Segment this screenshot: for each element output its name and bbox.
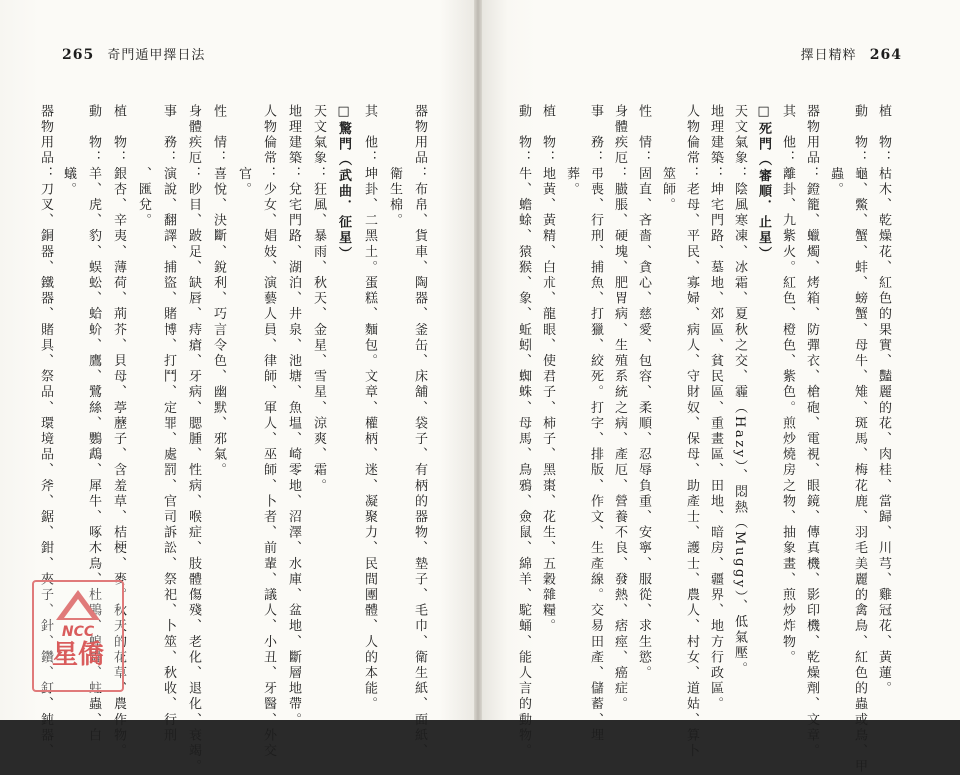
section-heading: □驚門（武曲．征星） [336, 104, 351, 262]
text-column: 事 務：弔喪、行刑、捕魚、打獵、絞死。打字、排版、作文、生產線。交易田產、儲蓄、埋 [588, 104, 603, 744]
text-column: 動 物：龜、鱉、蟹、蚌、螃蟹、母牛、雉、斑馬、梅花鹿、羽毛美麗的禽鳥、紅色的蟲或鳥、甲 [852, 104, 867, 775]
left-page-header [54, 44, 205, 63]
text-column: 蟻。 [61, 104, 76, 198]
text-column: 、匯兌。 [136, 104, 151, 229]
text-column: 身體疾厄：眇目、跛足、缺唇、痔瘡、牙病、腮腫、性病、喉症、肢體傷殘、老化、退化、衰竭。 [186, 104, 201, 775]
running-title: 擇日精粹 [800, 48, 857, 63]
text-column: 植 物：銀杏、辛夷、薄荷、荊芥、貝母、葶藶子、含羞草、桔梗、麥。秋天的花草、農作物。 [111, 104, 126, 760]
text-column: 動 物：羊、虎、豹、蜈蚣、蛤蚧、鷹、鷺絲、鸚鵡、犀牛、啄木鳥、杜鵑、蝗蟲、蛀蟲、白 [86, 104, 101, 744]
section-heading: □死門（審順．止星） [756, 104, 771, 262]
text-column: 動 物：牛、蟾蜍、猿猴、象、蚯蚓、蜘蛛、母馬、鳥鴉、僉鼠、綿羊、駝蛹、能人言的動物。 [516, 104, 531, 760]
text-column: 器物用品：布帛、貨車、陶器、釜缶、床舖、袋子、有柄的器物、墊子、毛巾、衛生紙、面紙、 [412, 104, 427, 760]
text-column: 地理建築：兌宅門路、湖泊、井泉、池塘、魚塭、崎零地、沼澤、水庫、盆地、斷層地帶。 [286, 104, 301, 728]
triangle-icon [56, 590, 100, 620]
right-page [478, 0, 960, 775]
text-column: 器物用品：鐙籠、蠟燭、烤箱、防彈衣、槍砲、電視、眼鏡、傳真機、影印機、乾燥劑、文章。 [804, 104, 819, 760]
text-column: 植 物：地黃、黃精、白朮、龍眼、使君子、柿子、黑棗、花生、五穀雜糧。 [540, 104, 555, 635]
watermark-text: NCC [61, 624, 95, 640]
text-column: 蟲。 [828, 104, 843, 198]
watermark-logo [32, 580, 124, 692]
text-column: 人物倫常：少女、娼妓、演藝人員、律師、軍人、巫師、卜者、前輩、議人、小丑、牙醫、外交 [261, 104, 276, 760]
text-column: 人物倫常：老母、平民、寡婦、病人、守財奴、保母、助產士、護士、農人、村女、道姑、算卜 [684, 104, 699, 760]
right-page-header [801, 44, 910, 63]
book-gutter [474, 0, 482, 720]
text-column: 其 他：坤卦、二黑土。蛋糕、麵包。文章、權柄、迷、凝聚力、民間團體、人的本能。 [362, 104, 377, 713]
text-column: 性 情：固直、吝嗇、貪心、慈愛、包容、柔順、忍辱負重、安寧、服從、求生慾。 [636, 104, 651, 682]
text-column: 身體疾厄：臌脹、硬塊、肥胃病、生殖系統之病、產厄、營養不良、發熱、痞痙、癌症。 [612, 104, 627, 713]
running-title: 奇門遁甲擇日法 [107, 48, 206, 63]
watermark-text: 星僑 [51, 640, 104, 670]
text-column: 衛生棉。 [387, 104, 402, 229]
text-column: 天文氣象：狂風、暴雨、秋天、金星、雪星、涼爽、霜。 [311, 104, 326, 494]
text-column: 官。 [236, 104, 251, 198]
text-column: 地理建築：坤宅門路、墓地、郊區、貧民區、重畫區、田地、暗房、疆界、地方行政區。 [708, 104, 723, 713]
text-column: 器物用品：刀叉、銅器、鐵器、賭具、祭品、環境品、斧、鋸、鉗、夾子、針、鑽、釘、鈍器、 [38, 104, 53, 760]
text-column: 性 情：喜悅、決斷、銳利、巧言令色、幽默、邪氣。 [211, 104, 226, 479]
page-number: 264 [869, 47, 902, 63]
page-number: 265 [62, 47, 95, 63]
text-column: 天文氣象：陰風寒凍、冰霜、夏秋之交、霾（Hazy）、悶熱（Muggy）、低氣壓。 [732, 104, 747, 677]
text-column: 筮師。 [660, 104, 675, 214]
text-column: 葬。 [564, 104, 579, 198]
text-column: 其 他：離卦、九紫火。紅色、橙色、紫色。煎炒燒房之物、抽象畫、煎炒炸物。 [780, 104, 795, 666]
text-column: 事 務：演說、翻譯、捕盜、賭博、打鬥、定罪、處罰、官司訴訟、祭祀、卜筮、秋收、行刑 [161, 104, 176, 744]
text-column: 植 物：枯木、乾燥花、紅色的果實、豔麗的花、肉桂、當歸、川芎、雞冠花、黃蓮。 [876, 104, 891, 697]
